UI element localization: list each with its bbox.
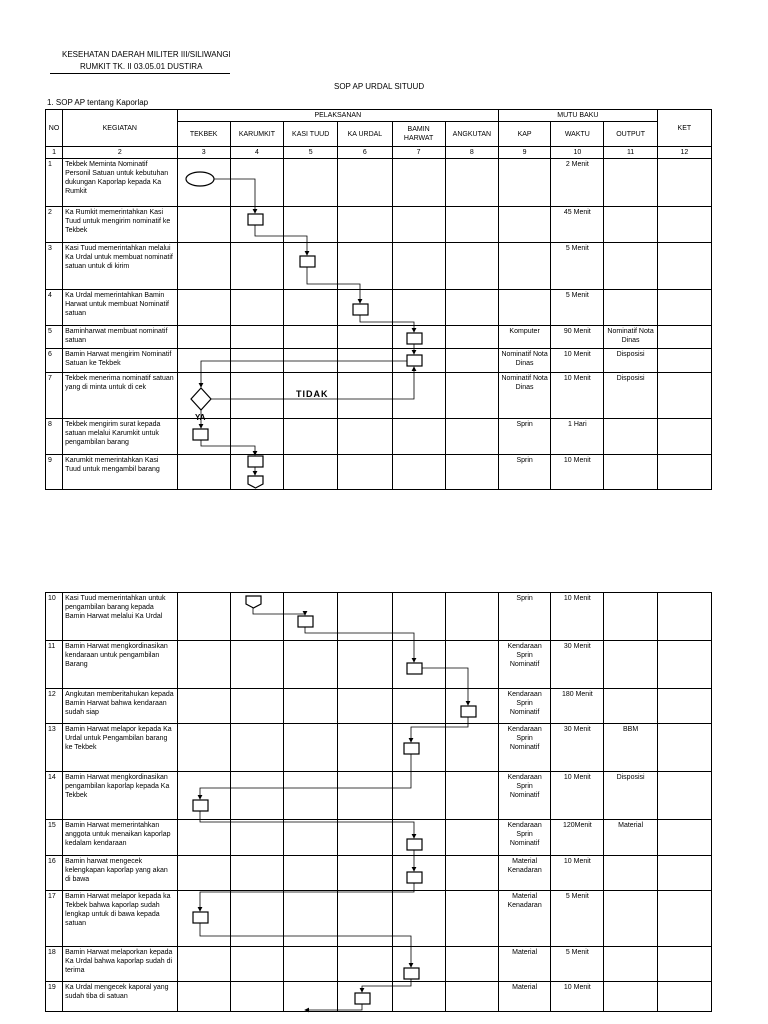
kegiatan-cell: Bamin harwat mengecek kelengkapan kaporlap yang akan di bawa (63, 856, 178, 891)
waktu-cell: 5 Menit (551, 290, 604, 326)
kegiatan-cell: Bamin Harwat memerintahkan anggota untuk menaikan kaporlap kedalam kendaraan (63, 820, 178, 856)
kap-cell: Komputer (499, 326, 551, 349)
col-number: 10 (551, 147, 604, 159)
karumkit-cell (230, 207, 283, 243)
no-cell: 13 (46, 724, 63, 772)
kegiatan-cell: Kasi Tuud memerintahkan melalui Ka Urdal untuk membuat nominatif satuan untuk di kirim (63, 243, 178, 290)
col-ket: KET (657, 110, 711, 147)
tekbek-cell (177, 373, 230, 419)
baminharwat-cell (392, 947, 445, 982)
ket-cell (657, 641, 711, 689)
ket-cell (657, 772, 711, 820)
no-cell: 8 (46, 419, 63, 455)
tekbek-cell (177, 724, 230, 772)
kap-cell: Kendaraan Sprin Nominatif (498, 820, 550, 856)
tekbek-cell (177, 159, 230, 207)
activity-row (46, 290, 712, 326)
output-cell (604, 891, 657, 947)
output-cell (604, 290, 657, 326)
output-cell: Material (604, 820, 657, 856)
tekbek-cell (177, 891, 230, 947)
kaurdal-cell (338, 455, 392, 490)
output-cell: Disposisi (604, 373, 657, 419)
angkutan-cell (445, 982, 498, 1012)
output-cell: Disposisi (604, 772, 657, 820)
kaurdal-cell (338, 856, 392, 891)
angkutan-cell (445, 593, 498, 641)
kasituud-cell (284, 243, 338, 290)
kap-cell: Kendaraan Sprin Nominatif (498, 689, 550, 724)
angkutan-cell (445, 419, 498, 455)
col-angkutan: ANGKUTAN (445, 122, 498, 147)
kasituud-cell (284, 593, 338, 641)
baminharwat-cell (392, 290, 445, 326)
angkutan-cell (445, 373, 498, 419)
baminharwat-cell (392, 419, 445, 455)
kasituud-cell (284, 689, 338, 724)
ket-cell (657, 724, 711, 772)
tekbek-cell (177, 947, 230, 982)
baminharwat-cell (392, 820, 445, 856)
kap-cell (499, 207, 551, 243)
baminharwat-cell (392, 641, 445, 689)
activity-row (46, 326, 712, 349)
angkutan-cell (445, 641, 498, 689)
kegiatan-cell: Tekbek menerima nominatif satuan yang di minta untuk di cek (63, 373, 178, 419)
baminharwat-cell (392, 243, 445, 290)
col-number: 8 (445, 147, 498, 159)
output-cell (604, 419, 657, 455)
col-output: OUTPUT (604, 122, 657, 147)
waktu-cell: 1 Hari (551, 419, 604, 455)
baminharwat-cell (392, 856, 445, 891)
baminharwat-cell (392, 207, 445, 243)
baminharwat-cell (392, 373, 445, 419)
no-cell: 6 (46, 349, 63, 373)
kap-cell: Sprin (499, 455, 551, 490)
karumkit-cell (230, 349, 283, 373)
kaurdal-cell (338, 419, 392, 455)
waktu-cell: 30 Menit (551, 641, 604, 689)
waktu-cell: 30 Menit (551, 724, 604, 772)
kasituud-cell (284, 724, 338, 772)
kasituud-cell (284, 419, 338, 455)
activity-row (46, 820, 712, 856)
karumkit-cell (230, 689, 283, 724)
baminharwat-cell (392, 982, 445, 1012)
waktu-cell: 10 Menit (551, 982, 604, 1012)
kap-cell: Kendaraan Sprin Nominatif (498, 772, 550, 820)
kaurdal-cell (338, 349, 392, 373)
baminharwat-cell (392, 724, 445, 772)
kap-cell (499, 243, 551, 290)
kasituud-cell (284, 772, 338, 820)
activity-row (46, 772, 712, 820)
col-number: 4 (230, 147, 283, 159)
col-baminharwat-2: HARWAT (403, 135, 434, 142)
waktu-cell: 2 Menit (551, 159, 604, 207)
no-cell: 14 (46, 772, 63, 820)
no-cell: 19 (46, 982, 63, 1012)
kegiatan-cell: Tekbek Meminta Nominatif Personil Satuan untuk kebutuhan dukungan Kaporlap kepada Ka Rumkit (63, 159, 178, 207)
activity-row (46, 373, 712, 419)
karumkit-cell (230, 373, 283, 419)
no-cell: 15 (46, 820, 63, 856)
output-cell (604, 207, 657, 243)
org-line-2: RUMKIT TK. II 03.05.01 DUSTIRA (80, 62, 203, 71)
karumkit-cell (230, 419, 283, 455)
kegiatan-cell: Kasi Tuud memerintahkan untuk pengambilan barang kepada Bamin Harwat melalui Ka Urdal (63, 593, 178, 641)
kegiatan-cell: Ka Urdal mengecek kaporal yang sudah tiba di satuan (63, 982, 178, 1012)
tekbek-cell (177, 455, 230, 490)
output-cell (604, 856, 657, 891)
baminharwat-cell (392, 326, 445, 349)
kegiatan-cell: Ka Rumkit memerintahkan Kasi Tuud untuk mengirim nominatif ke Tekbek (63, 207, 178, 243)
angkutan-cell (445, 891, 498, 947)
waktu-cell: 10 Menit (551, 349, 604, 373)
kaurdal-cell (338, 243, 392, 290)
kaurdal-cell (338, 207, 392, 243)
tekbek-cell (177, 290, 230, 326)
header-underline (50, 73, 230, 74)
kaurdal-cell (338, 689, 392, 724)
tekbek-cell (177, 593, 230, 641)
kasituud-cell (284, 159, 338, 207)
kap-cell: Material (498, 982, 550, 1012)
tekbek-cell (177, 689, 230, 724)
ket-cell (657, 207, 711, 243)
tekbek-cell (177, 349, 230, 373)
no-cell: 12 (46, 689, 63, 724)
output-cell: BBM (604, 724, 657, 772)
no-cell: 17 (46, 891, 63, 947)
tekbek-cell (177, 982, 230, 1012)
kegiatan-cell: Angkutan memberitahukan kepada Bamin Harwat bahwa kendaraan sudah siap (63, 689, 178, 724)
kap-cell: Nominatif Nota Dinas (499, 349, 551, 373)
col-kaurdal: KA URDAL (338, 122, 392, 147)
kap-cell: Nominatif Nota Dinas (499, 373, 551, 419)
no-cell: 3 (46, 243, 63, 290)
karumkit-cell (230, 856, 283, 891)
sop-table-2 (45, 592, 712, 1012)
karumkit-cell (230, 593, 283, 641)
waktu-cell: 45 Menit (551, 207, 604, 243)
no-cell: 5 (46, 326, 63, 349)
kaurdal-cell (338, 820, 392, 856)
karumkit-cell (230, 159, 283, 207)
output-cell (604, 455, 657, 490)
kasituud-cell (284, 349, 338, 373)
col-number: 6 (338, 147, 392, 159)
col-number: 9 (499, 147, 551, 159)
output-cell: Nominatif Nota Dinas (604, 326, 657, 349)
kegiatan-cell: Tekbek mengirim surat kepada satuan melalui Karumkit untuk pengambilan barang (63, 419, 178, 455)
kap-cell: Kendaraan Sprin Nominatif (498, 724, 550, 772)
no-cell: 4 (46, 290, 63, 326)
ket-cell (657, 373, 711, 419)
kasituud-cell (284, 207, 338, 243)
ket-cell (657, 159, 711, 207)
kaurdal-cell (338, 593, 392, 641)
section-title: 1. SOP AP tentang Kaporlap (47, 98, 149, 107)
karumkit-cell (230, 772, 283, 820)
kegiatan-cell: Bamin Harwat mengkordinasikan kendaraan untuk pengambilan Barang (63, 641, 178, 689)
kegiatan-cell: Baminharwat membuat nominatif satuan (63, 326, 178, 349)
angkutan-cell (445, 724, 498, 772)
document-title: SOP AP URDAL SITUUD (334, 82, 425, 91)
angkutan-cell (445, 947, 498, 982)
baminharwat-cell (392, 772, 445, 820)
kasituud-cell (284, 373, 338, 419)
output-cell (604, 243, 657, 290)
karumkit-cell (230, 724, 283, 772)
kasituud-cell (284, 856, 338, 891)
waktu-cell: 10 Menit (551, 455, 604, 490)
karumkit-cell (230, 891, 283, 947)
kasituud-cell (284, 891, 338, 947)
activity-row (46, 982, 712, 1012)
col-baminharwat (392, 122, 445, 147)
waktu-cell: 10 Menit (551, 772, 604, 820)
col-number: 12 (657, 147, 711, 159)
output-cell (604, 593, 657, 641)
col-kap: KAP (499, 122, 551, 147)
waktu-cell: 5 Menit (551, 947, 604, 982)
karumkit-cell (230, 455, 283, 490)
kap-cell: Kendaraan Sprin Nominatif (498, 641, 550, 689)
karumkit-cell (230, 326, 283, 349)
kegiatan-cell: Bamin Harwat mengirim Nominatif Satuan ke Tekbek (63, 349, 178, 373)
waktu-cell: 10 Menit (551, 856, 604, 891)
waktu-cell: 5 Menit (551, 891, 604, 947)
activity-row (46, 243, 712, 290)
kap-cell: Material Kenadaran (498, 891, 550, 947)
activity-row (46, 641, 712, 689)
tekbek-cell (177, 772, 230, 820)
no-cell: 16 (46, 856, 63, 891)
kap-cell: Material (498, 947, 550, 982)
output-cell (604, 641, 657, 689)
output-cell (604, 947, 657, 982)
kaurdal-cell (338, 982, 392, 1012)
kaurdal-cell (338, 290, 392, 326)
ket-cell (657, 593, 711, 641)
col-tekbek: TEKBEK (177, 122, 230, 147)
ket-cell (657, 455, 711, 490)
kasituud-cell (284, 455, 338, 490)
col-number: 11 (604, 147, 657, 159)
ket-cell (657, 290, 711, 326)
waktu-cell: 5 Menit (551, 243, 604, 290)
ket-cell (657, 982, 711, 1012)
ket-cell (657, 419, 711, 455)
karumkit-cell (230, 290, 283, 326)
baminharwat-cell (392, 891, 445, 947)
baminharwat-cell (392, 159, 445, 207)
output-cell (604, 159, 657, 207)
col-number: 1 (46, 147, 63, 159)
kegiatan-cell: Bamin Harwat melapor kepada ka Tekbek bahwa kaporlap sudah lengkap untuk di bawa kepada satuan (63, 891, 178, 947)
col-number: 5 (284, 147, 338, 159)
col-waktu: WAKTU (551, 122, 604, 147)
kasituud-cell (284, 290, 338, 326)
activity-row (46, 207, 712, 243)
karumkit-cell (230, 982, 283, 1012)
tekbek-cell (177, 641, 230, 689)
tidak-label: TIDAK (296, 389, 329, 399)
tekbek-cell (177, 326, 230, 349)
baminharwat-cell (392, 593, 445, 641)
waktu-cell: 10 Menit (551, 373, 604, 419)
ket-cell (657, 856, 711, 891)
karumkit-cell (230, 947, 283, 982)
activity-row (46, 724, 712, 772)
karumkit-cell (230, 641, 283, 689)
angkutan-cell (445, 207, 498, 243)
activity-row (46, 947, 712, 982)
tekbek-cell (177, 419, 230, 455)
org-line-1: KESEHATAN DAERAH MILITER III/SILIWANGI (62, 50, 231, 59)
kaurdal-cell (338, 772, 392, 820)
activity-row (46, 856, 712, 891)
col-kegiatan: KEGIATAN (63, 110, 178, 147)
kaurdal-cell (338, 641, 392, 689)
angkutan-cell (445, 820, 498, 856)
angkutan-cell (445, 689, 498, 724)
no-cell: 11 (46, 641, 63, 689)
kaurdal-cell (338, 159, 392, 207)
waktu-cell: 90 Menit (551, 326, 604, 349)
ya-label: YA (195, 413, 206, 422)
col-number: 3 (177, 147, 230, 159)
karumkit-cell (230, 820, 283, 856)
col-baminharwat-1: BAMIN (407, 126, 430, 133)
baminharwat-cell (392, 349, 445, 373)
ket-cell (657, 326, 711, 349)
output-cell: Disposisi (604, 349, 657, 373)
waktu-cell: 10 Menit (551, 593, 604, 641)
kaurdal-cell (338, 891, 392, 947)
angkutan-cell (445, 243, 498, 290)
ket-cell (657, 891, 711, 947)
activity-row (46, 419, 712, 455)
angkutan-cell (445, 455, 498, 490)
col-number: 7 (392, 147, 445, 159)
karumkit-cell (230, 243, 283, 290)
kegiatan-cell: Karumkit memerintahkan Kasi Tuud untuk mengambil barang (63, 455, 178, 490)
kaurdal-cell (338, 724, 392, 772)
activity-row (46, 891, 712, 947)
kegiatan-cell: Bamin Harwat melapor kepada Ka Urdal untuk Pengambilan barang ke Tekbek (63, 724, 178, 772)
kap-cell: Sprin (499, 419, 551, 455)
kegiatan-cell: Bamin Harwat melaporkan kepada Ka Urdal bahwa kaporlap sudah di terima (63, 947, 178, 982)
angkutan-cell (445, 326, 498, 349)
no-cell: 2 (46, 207, 63, 243)
kasituud-cell (284, 947, 338, 982)
activity-row (46, 689, 712, 724)
tekbek-cell (177, 856, 230, 891)
waktu-cell: 180 Menit (551, 689, 604, 724)
ket-cell (657, 243, 711, 290)
baminharwat-cell (392, 455, 445, 490)
angkutan-cell (445, 772, 498, 820)
kasituud-cell (284, 820, 338, 856)
kap-cell (499, 290, 551, 326)
column-number-row (46, 147, 712, 159)
kegiatan-cell: Bamin Harwat mengkordinasikan pengambilan kaporlap kepada Ka Tekbek (63, 772, 178, 820)
sop-table-1 (45, 109, 712, 490)
ket-cell (657, 689, 711, 724)
output-cell (604, 689, 657, 724)
kaurdal-cell (338, 326, 392, 349)
no-cell: 7 (46, 373, 63, 419)
no-cell: 9 (46, 455, 63, 490)
col-number: 2 (63, 147, 178, 159)
ket-cell (657, 349, 711, 373)
no-cell: 18 (46, 947, 63, 982)
no-cell: 10 (46, 593, 63, 641)
kap-cell: Sprin (498, 593, 550, 641)
angkutan-cell (445, 159, 498, 207)
angkutan-cell (445, 290, 498, 326)
activity-row (46, 349, 712, 373)
kegiatan-cell: Ka Urdal memerintahkan Bamin Harwat untuk membuat Nominatif satuan (63, 290, 178, 326)
activity-row (46, 159, 712, 207)
baminharwat-cell (392, 689, 445, 724)
angkutan-cell (445, 856, 498, 891)
kasituud-cell (284, 641, 338, 689)
activity-row (46, 593, 712, 641)
kasituud-cell (284, 982, 338, 1012)
ket-cell (657, 820, 711, 856)
col-pelaksanan: PELAKSANAN (177, 110, 498, 122)
tekbek-cell (177, 207, 230, 243)
angkutan-cell (445, 349, 498, 373)
col-mutu-baku: MUTU BAKU (499, 110, 658, 122)
kap-cell: Material Kenadaran (498, 856, 550, 891)
col-no: NO (46, 110, 63, 147)
waktu-cell: 120Menit (551, 820, 604, 856)
no-cell: 1 (46, 159, 63, 207)
output-cell (604, 982, 657, 1012)
col-karumkit: KARUMKIT (230, 122, 283, 147)
col-kasituud: KASI TUUD (284, 122, 338, 147)
kap-cell (499, 159, 551, 207)
tekbek-cell (177, 820, 230, 856)
kasituud-cell (284, 326, 338, 349)
tekbek-cell (177, 243, 230, 290)
kaurdal-cell (338, 373, 392, 419)
activity-row (46, 455, 712, 490)
ket-cell (657, 947, 711, 982)
kaurdal-cell (338, 947, 392, 982)
